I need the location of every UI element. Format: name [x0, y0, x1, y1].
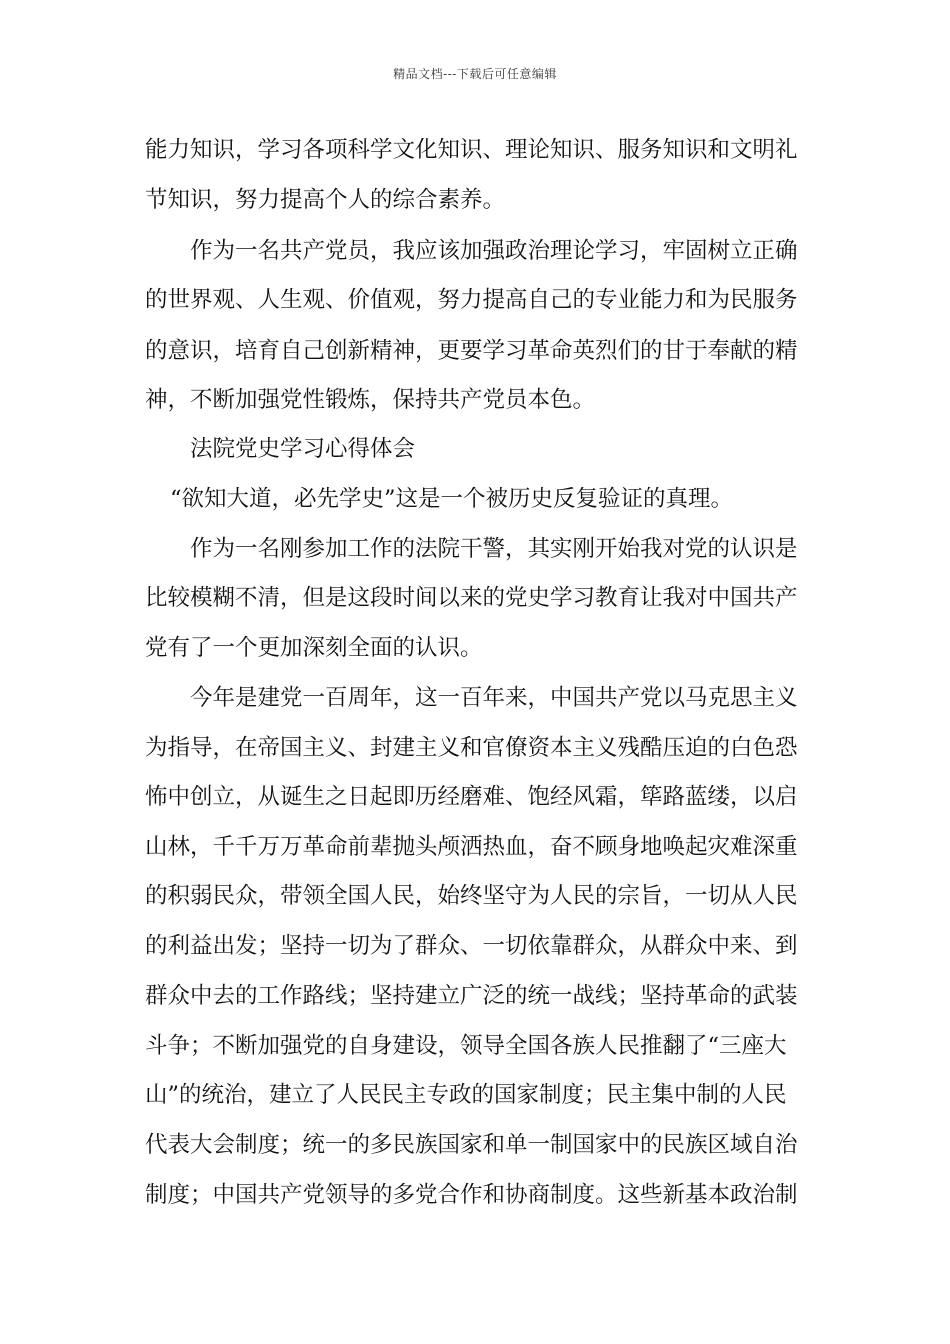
body-line-2: 节知识，努力提高个人的综合素养。 — [145, 187, 506, 213]
body-line-14: 怖中创立，从诞生之日起即历经磨难、饱经风霜，筚路蓝缕，以启 — [145, 784, 798, 810]
body-line-18: 群众中去的工作路线；坚持建立广泛的统一战线；坚持革命的武装 — [145, 983, 798, 1009]
body-line-17: 的利益出发；坚持一切为了群众、一切依靠群众，从群众中来、到 — [145, 933, 798, 959]
body-line-9: 作为一名刚参加工作的法院干警，其实刚开始我对党的认识是 — [190, 536, 798, 562]
body-line-21: 代表大会制度；统一的多民族国家和单一制国家中的民族区域自治 — [145, 1132, 798, 1158]
body-line-3: 作为一名共产党员，我应该加强政治理论学习，牢固树立正确 — [190, 238, 798, 264]
body-line-16: 的积弱民众，带领全国人民，始终坚守为人民的宗旨，一切从人民 — [145, 883, 798, 909]
body-line-15: 山林，千千万万革命前辈抛头颅洒热血，奋不顾身地唤起灾难深重 — [145, 834, 798, 860]
body-line-1: 能力知识，学习各项科学文化知识、理论知识、服务知识和文明礼 — [145, 137, 798, 163]
body-line-5: 的意识，培育自己创新精神，更要学习革命英烈们的甘于奉献的精 — [145, 338, 798, 364]
body-line-6: 神，不断加强党性锻炼，保持共产党员本色。 — [145, 387, 596, 413]
body-line-10: 比较模糊不清，但是这段时间以来的党史学习教育让我对中国共产 — [145, 585, 798, 611]
body-line-22: 制度；中国共产党领导的多党合作和协商制度。这些新基本政治制 — [145, 1182, 798, 1208]
body-line-4: 的世界观、人生观、价值观，努力提高自己的专业能力和为民服务 — [145, 287, 798, 313]
body-line-19: 斗争；不断加强党的自身建设，领导全国各族人民推翻了“三座大 — [145, 1033, 787, 1059]
body-line-13: 为指导，在帝国主义、封建主义和官僚资本主义残酷压迫的白色恐 — [145, 735, 798, 761]
section-heading: 法院党史学习心得体会 — [190, 436, 416, 462]
page-header: 精品文档---下载后可任意编辑 — [393, 67, 557, 81]
body-line-12: 今年是建党一百周年，这一百年来，中国共产党以马克思主义 — [190, 685, 798, 711]
body-line-8: “欲知大道，必先学史”这是一个被历史反复验证的真理。 — [170, 486, 734, 512]
body-line-11: 党有了一个更加深刻全面的认识。 — [145, 635, 483, 661]
body-line-20: 山”的统治，建立了人民民主专政的国家制度；民主集中制的人民 — [145, 1082, 787, 1108]
